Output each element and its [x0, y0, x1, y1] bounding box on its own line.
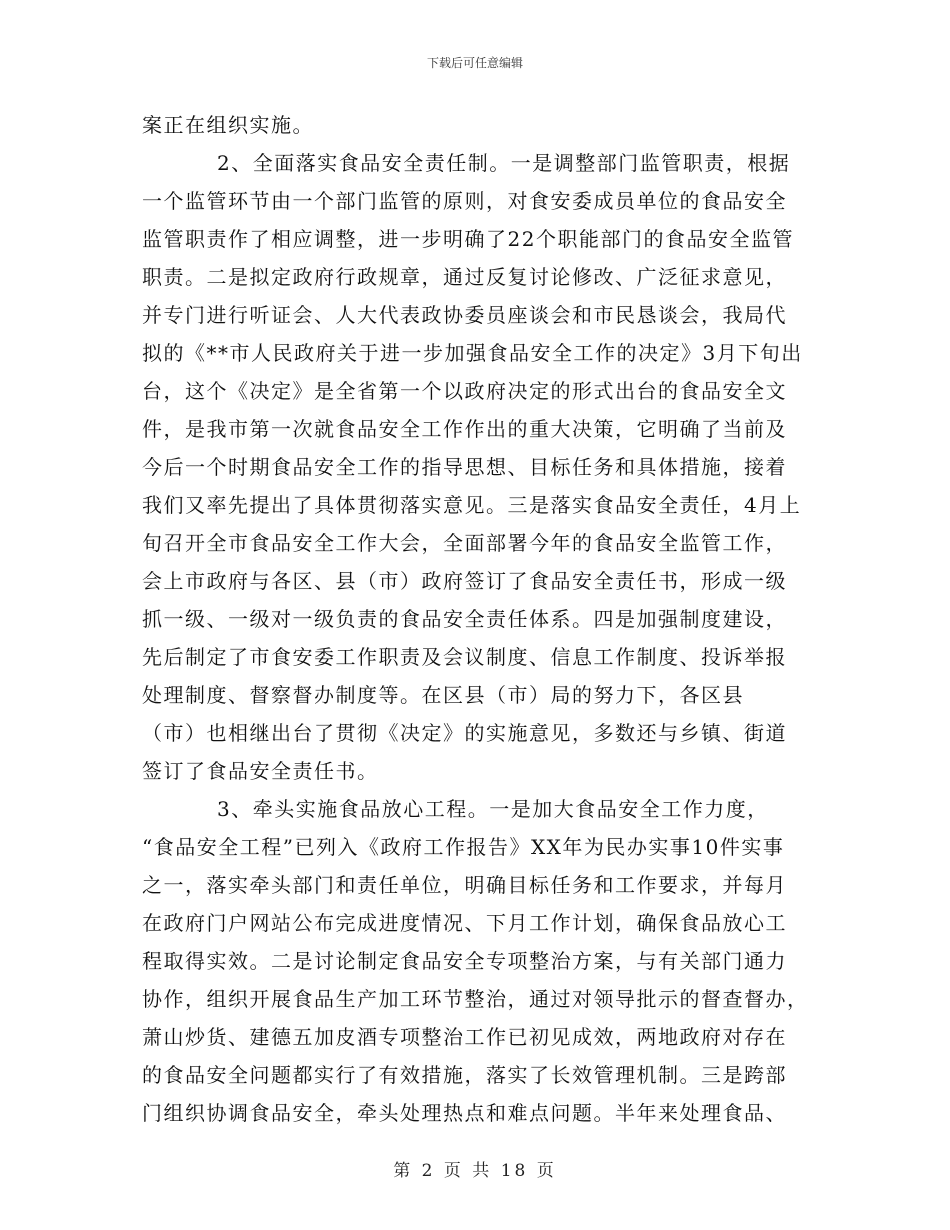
text-line: 门组织协调食品安全，牵头处理热点和难点问题。半年来处理食品、: [142, 1101, 787, 1125]
text-line: 处理制度、督察督办制度等。在区县（市）局的努力下，各区县: [142, 683, 744, 707]
page-number: 第 2 页 共 18 页: [393, 1161, 557, 1181]
page-header: 下载后可任意编辑: [426, 56, 523, 70]
text-line: 会上市政府与各区、县（市）政府签订了食品安全责任书，形成一级: [142, 569, 787, 593]
text-line: （市）也相继出台了贯彻《决定》的实施意见，多数还与乡镇、街道: [142, 721, 787, 745]
text-line: 并专门进行听证会、人大代表政协委员座谈会和市民恳谈会，我局代: [142, 303, 787, 327]
text-line: 拟的《**市人民政府关于进一步加强食品安全工作的决定》3月下旬出: [142, 341, 803, 365]
text-line: 在政府门户网站公布完成进度情况、下月工作计划，确保食品放心工: [142, 911, 787, 935]
document-body: [142, 106, 807, 1132]
text-line: 台，这个《决定》是全省第一个以政府决定的形式出台的食品安全文: [142, 379, 787, 403]
text-line: “食品安全工程”已列入《政府工作报告》XX年为民办实事10件实事: [142, 835, 785, 859]
text-line: 案正在组织实施。: [142, 113, 314, 137]
text-line: 协作，组织开展食品生产加工环节整治，通过对领导批示的督查督办，: [142, 987, 809, 1011]
text-line: 先后制定了市食安委工作职责及会议制度、信息工作制度、投诉举报: [142, 645, 787, 669]
text-line: 今后一个时期食品安全工作的指导思想、目标任务和具体措施，接着: [142, 455, 787, 479]
text-line: 职责。二是拟定政府行政规章，通过反复讨论修改、广泛征求意见，: [142, 265, 787, 289]
text-line: 我们又率先提出了具体贯彻落实意见。三是落实食品安全责任，4月上: [142, 493, 802, 517]
text-line: 一个监管环节由一个部门监管的原则，对食安委成员单位的食品安全: [142, 189, 787, 213]
text-line: 3、牵头实施食品放心工程。一是加大食品安全工作力度，: [217, 797, 769, 821]
text-line: 2、全面落实食品安全责任制。一是调整部门监管职责，根据: [217, 151, 791, 175]
text-line: 监管职责作了相应调整，进一步明确了22个职能部门的食品安全监管: [142, 227, 794, 251]
text-line: 抓一级、一级对一级负责的食品安全责任体系。四是加强制度建设，: [142, 607, 787, 631]
text-line: 的食品安全问题都实行了有效措施，落实了长效管理机制。三是跨部: [142, 1063, 787, 1087]
text-line: 之一，落实牵头部门和责任单位，明确目标任务和工作要求，并每月: [142, 873, 787, 897]
text-line: 旬召开全市食品安全工作大会，全面部署今年的食品安全监管工作，: [142, 531, 787, 555]
text-line: 程取得实效。二是讨论制定食品安全专项整治方案，与有关部门通力: [142, 949, 787, 973]
text-line: 萧山炒货、建德五加皮酒专项整治工作已初见成效，两地政府对存在: [142, 1025, 787, 1049]
text-line: 件，是我市第一次就食品安全工作作出的重大决策，它明确了当前及: [142, 417, 787, 441]
text-line: 签订了食品安全责任书。: [142, 759, 379, 783]
